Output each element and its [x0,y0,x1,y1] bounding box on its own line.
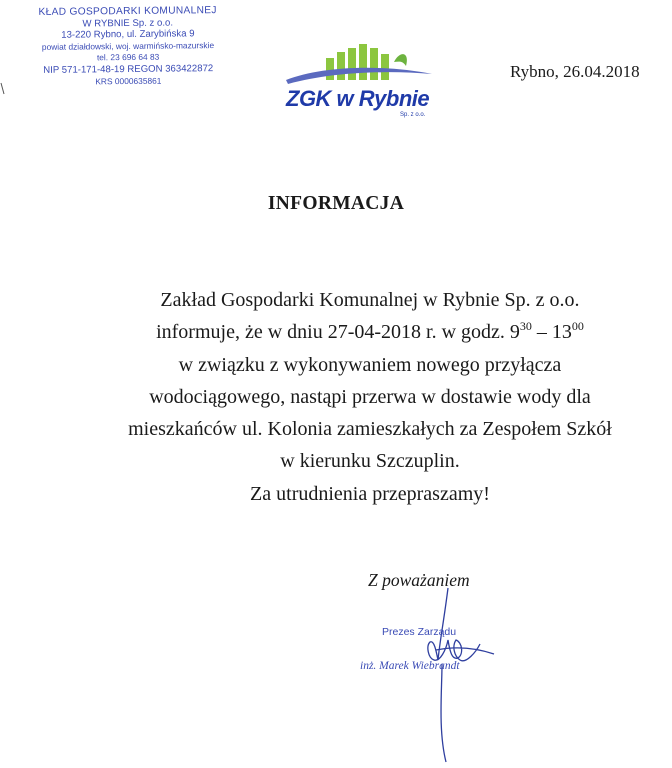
handwritten-signature [396,580,506,766]
letter-date: Rybno, 26.04.2018 [510,62,640,81]
stamp-line-region: powiat działdowski, woj. warmińsko-mazurskie [41,39,215,52]
company-logo [282,40,442,122]
logo-bar [337,52,345,80]
logo-leaf [394,54,407,66]
body-line-hours [40,316,672,348]
logo-graphic [282,40,442,90]
logo-bar [381,54,389,80]
stamp-line-company: KŁAD GOSPODARKI KOMUNALNEJ [38,5,217,18]
signatory-title: Prezes Zarządu [382,626,457,638]
stamp-line-address: 13-220 Rybno, ul. Zarybińska 9 [61,28,195,41]
logo-bar [370,48,378,80]
signatory-name: inż. Marek Wiebrandt [360,660,460,672]
logo-name: ZGK w Rybnie [286,86,430,111]
body-line: w związku z wykonywaniem nowego przyłącza [178,353,562,376]
start-minutes: 30 [519,319,532,334]
logo-bar [359,44,367,80]
body-line: Zakład Gospodarki Komunalnej w Rybnie Sp. z o.o. [160,289,580,311]
body-line: Za utrudnienia przepraszamy! [250,482,490,505]
logo-bar [348,48,356,80]
body-line: w kierunku Szczuplin. [280,450,460,473]
body-text-segment: informuje, że w dniu 27-04-2018 r. w godz. 9 [156,321,520,344]
company-stamp [8,5,249,89]
notice-body [40,284,672,510]
body-text-segment: – 13 [531,321,572,344]
closing-regards: Z poważaniem [368,570,470,590]
logo-subtitle: Sp. z o.o. [400,112,426,118]
logo-bar [326,58,334,80]
body-line: wodociągowego, nastąpi przerwa w dostawie wody dla [149,385,591,408]
stamp-line-phone: tel. 23 696 64 83 [96,52,160,63]
stamp-line-legal: W RYBNIE Sp. z o.o. [82,17,174,30]
stamp-line-krs: KRS 0000635861 [95,75,162,86]
page-title: INFORMACJA [267,193,405,214]
page-edge-mark [0,82,6,96]
stamp-line-ids: NIP 571-171-48-19 REGON 363422872 [43,63,214,76]
end-minutes: 00 [571,319,584,334]
body-line: mieszkańców ul. Kolonia zamieszkałych za Zespołem Szkół [128,418,612,441]
